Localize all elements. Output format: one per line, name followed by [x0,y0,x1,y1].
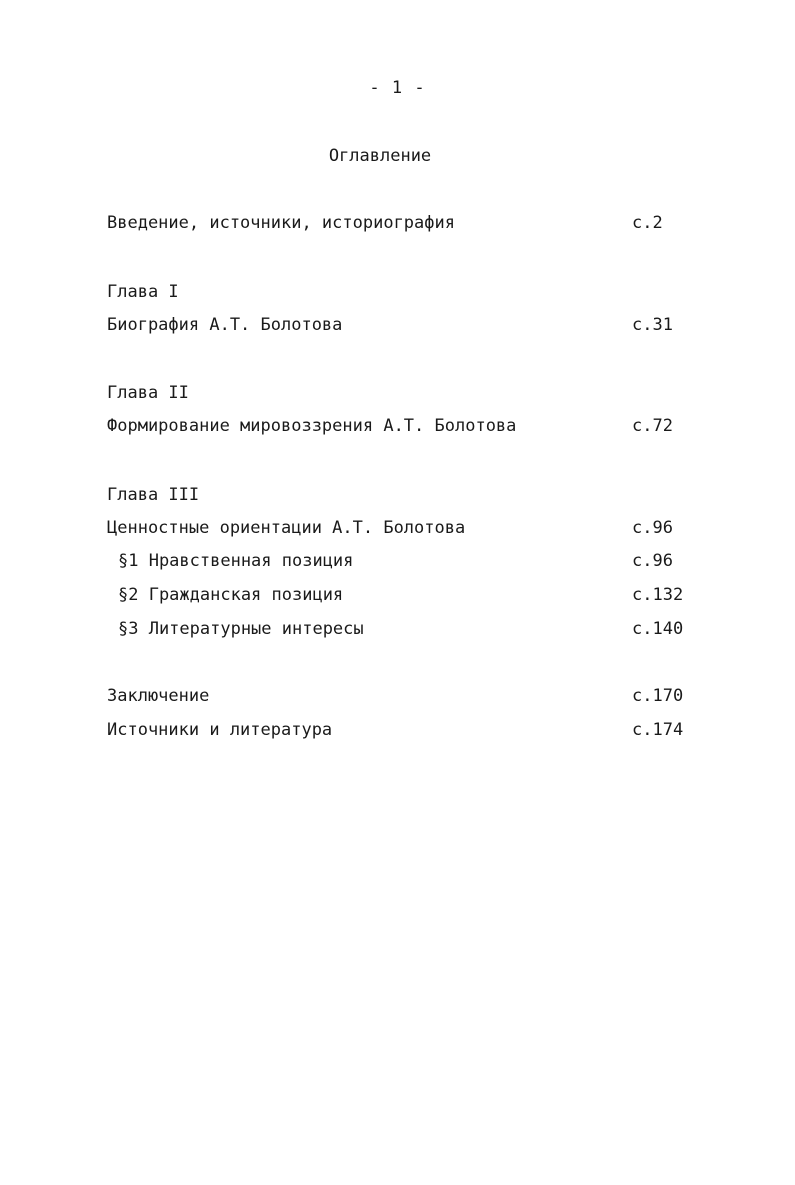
toc-entry-label: Источники и литература [107,720,333,740]
toc-entry-label: §3 Литературные интересы [118,619,364,639]
toc-chapter-heading-3 [107,485,707,507]
toc-entry-conclusion [107,686,707,708]
toc-entry-chapter-2 [107,416,707,438]
toc-entry-label: §1 Нравственная позиция [118,551,354,571]
toc-entry-chapter-3 [107,518,707,540]
toc-entry-chapter-1 [107,315,707,337]
toc-entry-sources [107,720,707,742]
toc-entry-page: с.174 [632,720,684,740]
toc-chapter-heading-1 [107,282,707,304]
toc-entry-section-1 [118,551,707,573]
toc-entry-page: с.96 [632,551,673,571]
toc-entry-label: Формирование мировоззрения А.Т. Болотова [107,416,517,436]
toc-entry-page: с.170 [632,686,684,706]
toc-entry-label: Заключение [107,686,210,706]
toc-entry-label: Глава III [107,485,200,505]
toc-entry-page: с.2 [632,213,663,233]
toc-entry-page: с.72 [632,416,673,436]
toc-entry-page: с.140 [632,619,684,639]
toc-entry-label: Глава I [107,282,179,302]
toc-entry-section-3 [118,619,707,641]
toc-entry-section-2 [118,585,707,607]
toc-entry-page: с.31 [632,315,673,335]
toc-entry-page: с.96 [632,518,673,538]
toc-entry-label: Ценностные ориентации А.Т. Болотова [107,518,466,538]
toc-entry-introduction [107,213,707,235]
toc-entry-label: §2 Гражданская позиция [118,585,344,605]
page-number: - 1 - [369,78,426,98]
toc-chapter-heading-2 [107,383,707,405]
toc-entry-label: Введение, источники, историография [107,213,455,233]
toc-entry-page: с.132 [632,585,684,605]
toc-entry-label: Глава II [107,383,189,403]
toc-title: Оглавление [328,146,432,166]
toc-entry-label: Биография А.Т. Болотова [107,315,343,335]
